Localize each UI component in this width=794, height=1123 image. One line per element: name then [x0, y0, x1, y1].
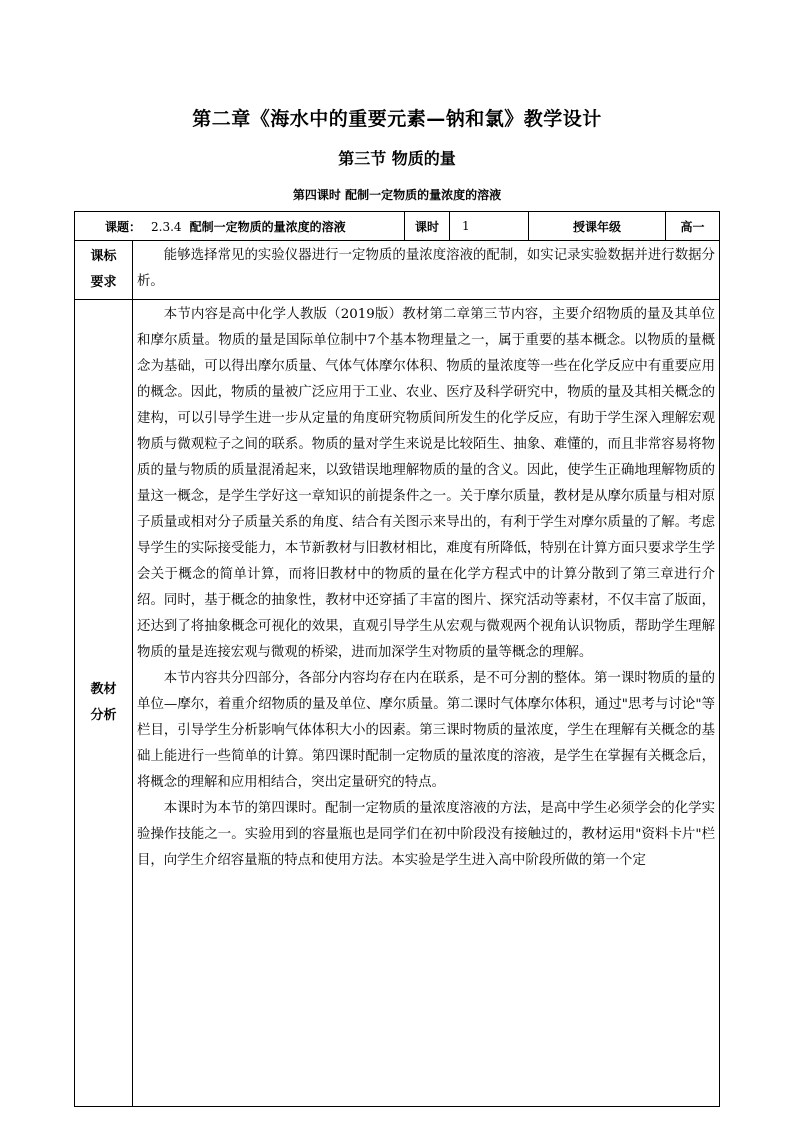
lesson-title: 第四课时 配制一定物质的量浓度的溶液 — [292, 188, 502, 202]
requirements-label-line2: 要求 — [90, 275, 117, 290]
header-row — [75, 212, 720, 241]
period-label: 课时 — [405, 212, 450, 241]
requirements-label — [75, 241, 133, 300]
analysis-paragraph: 本节内容共分四部分，各部分内容均存在内在联系，是不可分割的整体。第一课时物质的量的单位—摩尔，着重介绍物质的量及单位、摩尔质量。第二课时气体摩尔体积，通过"思考与讨论"等栏目，引导学生分析影响气体体积大小的因素。第三课时物质的量浓度，学生在理解有关概念的基础上能进行一些简单的计算。第四课时配制一定物质的量浓度的溶液，是学生在掌握有关概念后，将概念的理解和应用相结合，突出定量研究的特点。 — [137, 671, 716, 790]
document-title: 第二章《海水中的重要元素—钠和氯》教学设计 — [192, 108, 602, 130]
analysis-label-line1: 教材 — [90, 682, 117, 697]
requirements-row — [75, 241, 720, 300]
lesson-plan-table — [74, 211, 720, 1107]
requirements-text-cell — [133, 241, 720, 300]
analysis-paragraph: 本节内容是高中化学人教版（2019版）教材第二章第三节内容，主要介绍物质的量及其单位和摩尔质量。物质的量是国际单位制中7个基本物理量之一，属于重要的基本概念。以物质的量概念为基础，可以得出摩尔质量、气体气体摩尔体积、物质的量浓度等一些在化学反应中有重要应用的概念。因此，物质的量被广泛应用于工业、农业、医疗及科学研究中，物质的量及其相关概念的建构，可以引导学生进一步从定量的角度研究物质间所发生的化学反应，有助于学生深入理解宏观物质与微观粒子之间的联系。物质的量对学生来说是比较陌生、抽象、难懂的，而且非常容易将物质的量与物质的质量混淆起来，以致错误地理解物质的量的含义。因此，使学生正确地理解物质的量这一概念，是学生学好这一章知识的前提条件之一。关于摩尔质量，教材是从摩尔质量与相对原子质量或相对分子质量关系的角度、结合有关图示来导出的，有利于学生对摩尔质量的了解。考虑导学生的实际接受能力，本节新教材与旧教材相比，难度有所降低，特别在计算方面只要求学生学会关于概念的简单计算，而将旧教材中的物质的量在化学方程式中的计算分散到了第三章进行介绍。同时，基于概念的抽象性，教材中还穿插了丰富的图片、探究活动等素材，不仅丰富了版面，还达到了将抽象概念可视化的效果，直观引导学生从宏观与微观两个视角认识物质，帮助学生理解物质的量是连接宏观与微观的桥梁，进而加深学生对物质的量等概念的理解。 — [137, 307, 716, 660]
section-title: 第三节 物质的量 — [338, 149, 456, 168]
topic-label: 课题： — [105, 219, 142, 234]
analysis-row — [75, 300, 720, 1107]
requirements-label-line1: 课标 — [90, 249, 117, 264]
topic-cell — [75, 212, 405, 241]
analysis-label-line2: 分析 — [90, 708, 117, 723]
analysis-text-cell — [133, 300, 720, 1107]
grade-label: 授课年级 — [529, 212, 666, 241]
topic-code: 2.3.4 — [151, 219, 182, 234]
requirements-text: 能够选择常见的实验仪器进行一定物质的量浓度溶液的配制，如实记录实验数据并进行数据分析。 — [137, 248, 716, 289]
grade-value: 高一 — [666, 212, 720, 241]
period-value: 1 — [450, 212, 529, 241]
analysis-paragraph: 本课时为本节的第四课时。配制一定物质的量浓度溶液的方法，是高中学生必须学会的化学实验操作技能之一。实验用到的容量瓶也是同学们在初中阶段没有接触过的，教材运用"资料卡片"栏目，向学生介绍容量瓶的特点和使用方法。本实验是学生进入高中阶段所做的第一个定 — [137, 801, 716, 868]
topic-title: 配制一定物质的量浓度的溶液 — [189, 219, 346, 234]
analysis-label — [75, 300, 133, 1107]
